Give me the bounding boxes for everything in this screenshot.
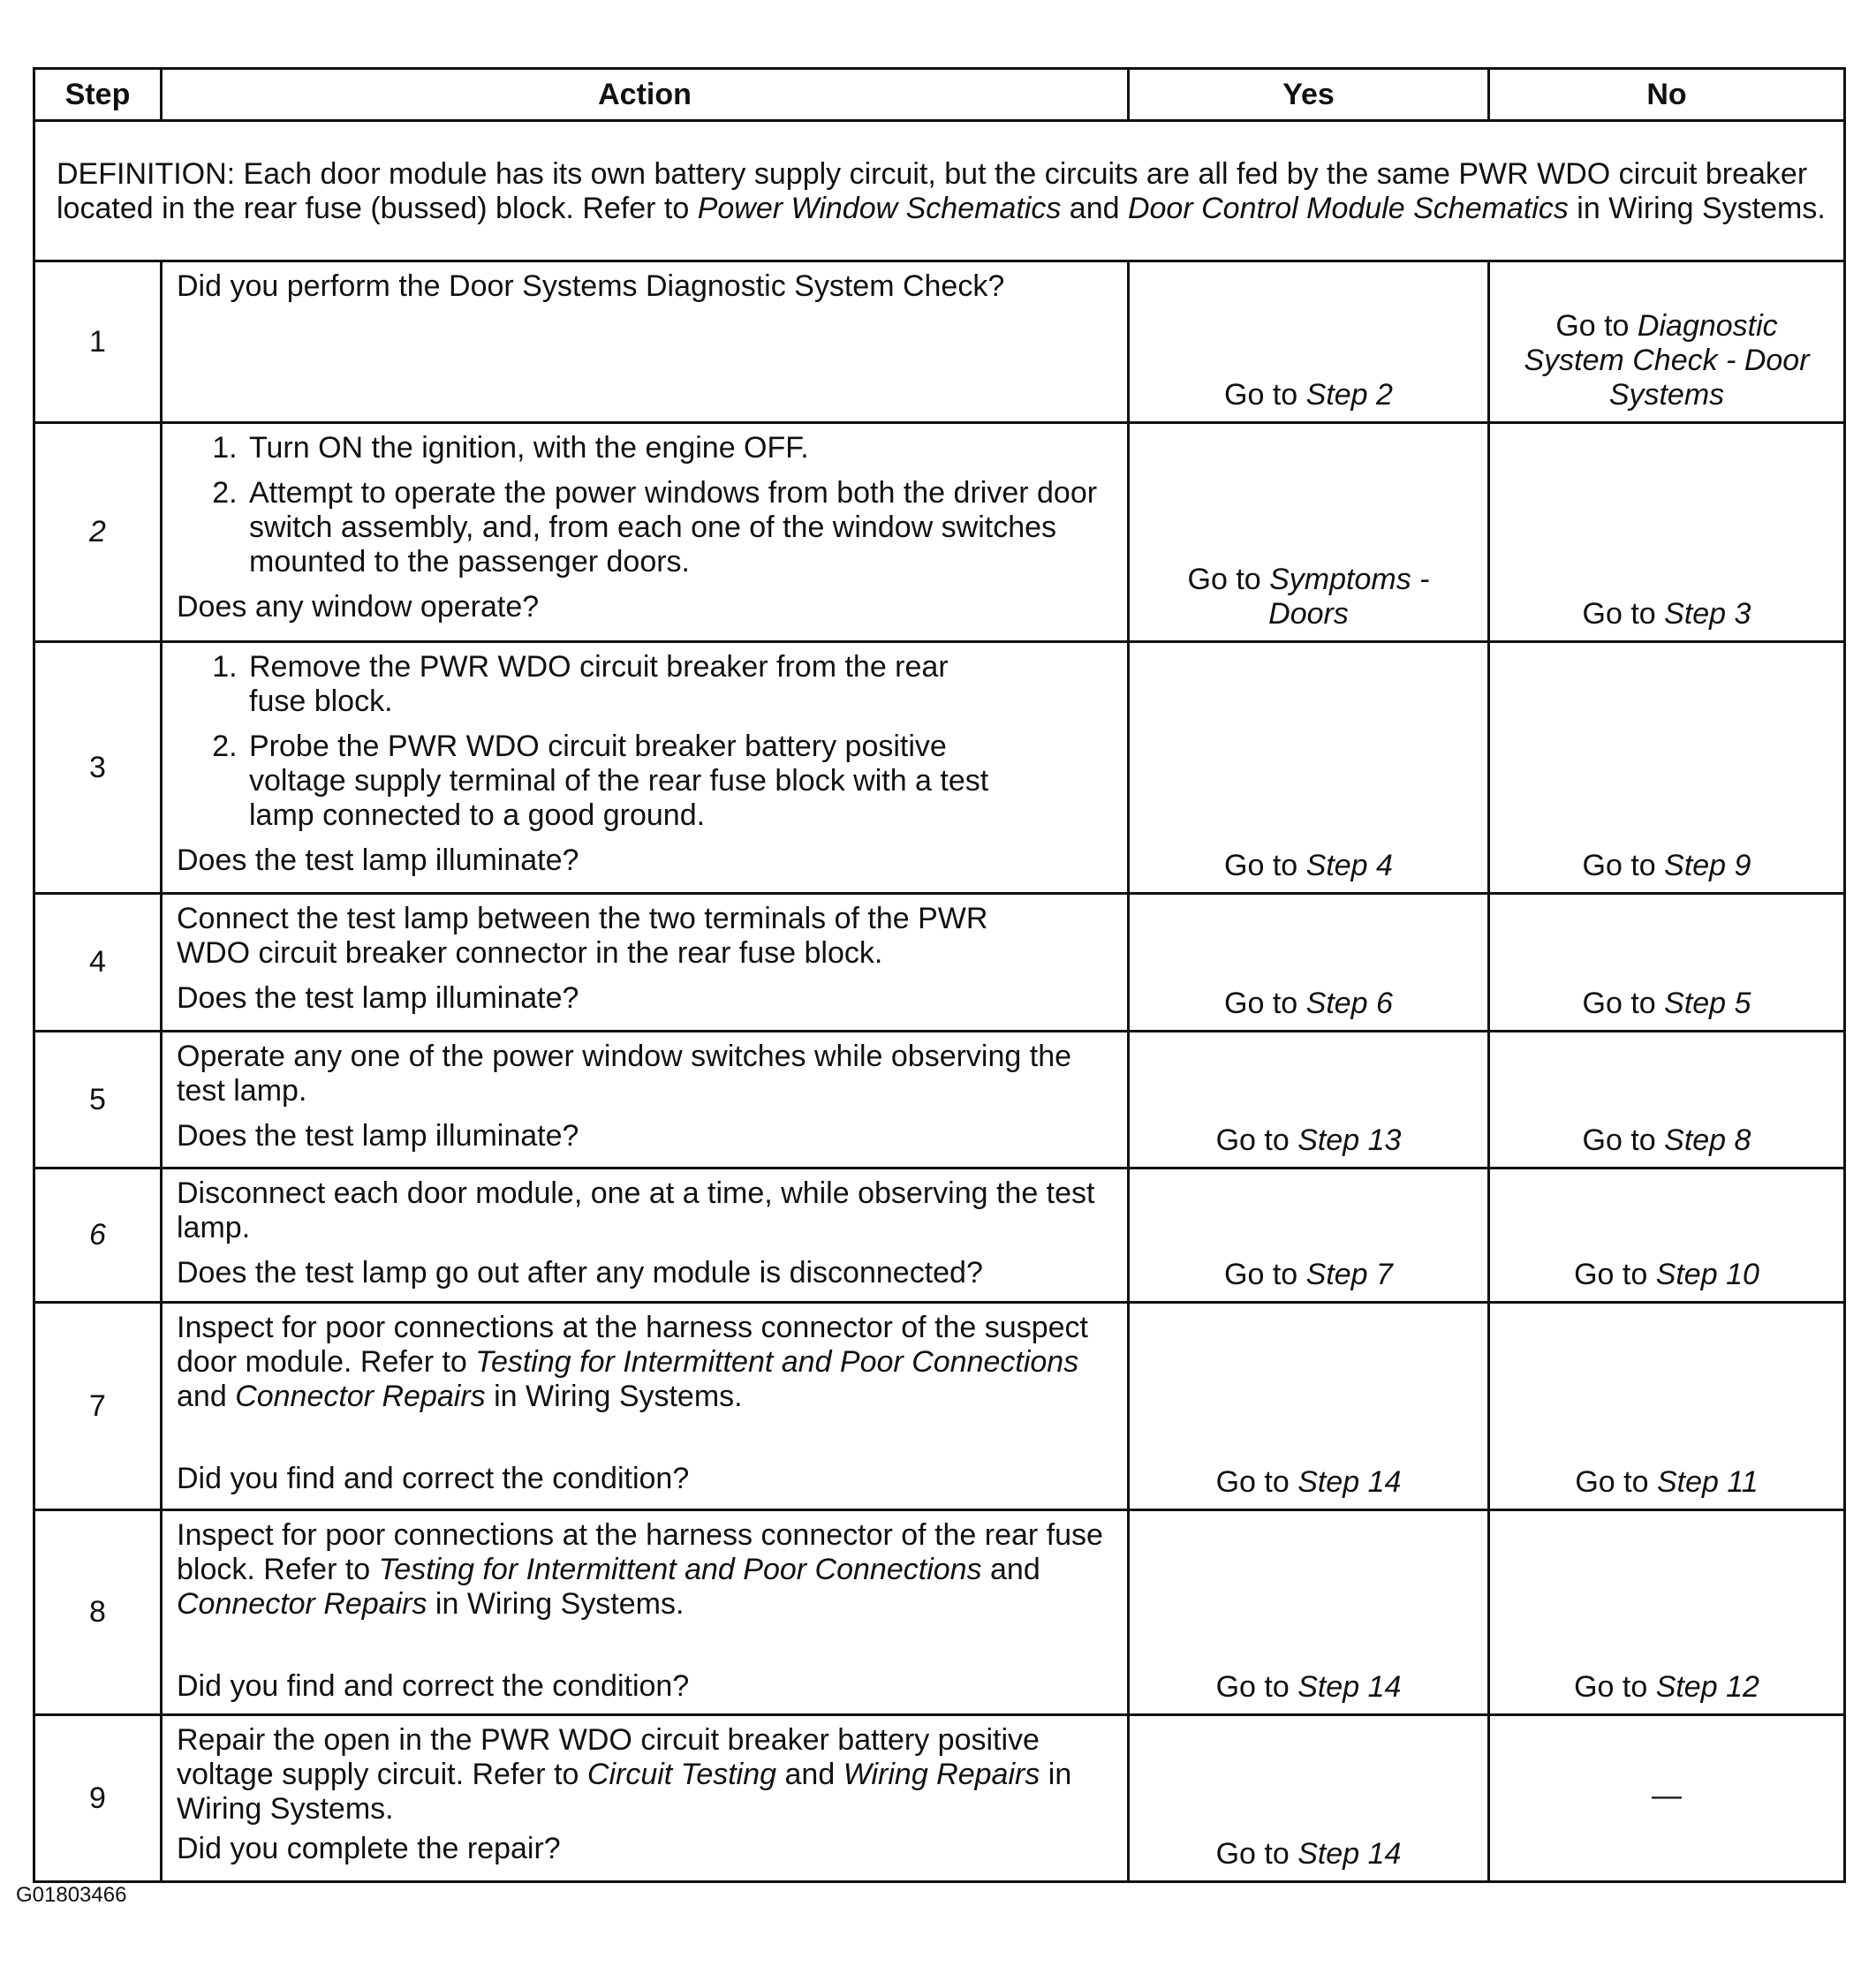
header-action: Action xyxy=(162,69,1129,121)
action-question: Did you find and correct the condition? xyxy=(177,1462,690,1495)
no-cell xyxy=(1489,1303,1845,1510)
yes-prefix: Go to xyxy=(1224,987,1306,1020)
no-step-ref: Step 5 xyxy=(1664,987,1751,1020)
instruction-ref-connector-repairs: Connector Repairs xyxy=(177,1587,427,1621)
yes-cell xyxy=(1129,1303,1489,1510)
step-number: 2 xyxy=(34,423,162,642)
table-row xyxy=(34,642,1845,894)
no-prefix: Go to xyxy=(1582,1123,1665,1157)
definition-ref-door-control-module-schematics: Door Control Module Schematics xyxy=(1127,192,1569,225)
action-cell xyxy=(162,261,1129,423)
yes-step-ref: Step 14 xyxy=(1297,1465,1402,1499)
action-procedure-list xyxy=(177,650,1111,833)
yes-step-ref: Symptoms - Doors xyxy=(1268,563,1430,631)
definition-suffix: in Wiring Systems. xyxy=(1568,192,1826,225)
action-cell xyxy=(162,1169,1129,1303)
no-cell xyxy=(1489,642,1845,894)
instruction-text: Inspect for poor connections at the harness connector of the suspect door module. Refer to xyxy=(177,1311,1088,1379)
no-cell xyxy=(1489,1510,1845,1715)
table-row xyxy=(34,1032,1845,1169)
step-number: 6 xyxy=(34,1169,162,1303)
yes-cell xyxy=(1129,1032,1489,1169)
instruction-text: Repair the open in the PWR WDO circuit breaker battery positive voltage supply circuit. Refer to xyxy=(177,1723,1040,1791)
yes-cell xyxy=(1129,894,1489,1032)
no-cell xyxy=(1489,1032,1845,1169)
definition-prefix: DEFINITION: Each door module has its own battery supply circuit, but the circuits are all fed by the same PWR WDO circuit breaker located in the rear fuse (bussed) block. Refer to xyxy=(57,157,1808,225)
list-item: 1. Turn ON the ignition, with the engine OFF. xyxy=(246,431,1111,465)
instruction-suffix: in Wiring Systems. xyxy=(177,1758,1072,1826)
action-cell xyxy=(162,1510,1129,1715)
instruction-text: Inspect for poor connections at the harness connector of the rear fuse block. Refer to xyxy=(177,1518,1103,1586)
no-step-ref: Step 10 xyxy=(1655,1258,1759,1291)
yes-prefix: Go to xyxy=(1215,1670,1298,1704)
yes-step-ref: Step 6 xyxy=(1305,987,1393,1020)
header-row xyxy=(34,69,1845,121)
action-cell xyxy=(162,894,1129,1032)
no-cell xyxy=(1489,423,1845,642)
yes-cell xyxy=(1129,642,1489,894)
action-question: Does any window operate? xyxy=(177,590,540,624)
no-cell xyxy=(1489,261,1845,423)
definition-row xyxy=(34,121,1845,261)
yes-cell xyxy=(1129,1715,1489,1882)
header-no: No xyxy=(1489,69,1845,121)
action-instruction: Disconnect each door module, one at a time, while observing the test lamp. xyxy=(177,1176,1095,1244)
yes-prefix: Go to xyxy=(1187,563,1270,596)
definition-ref-power-window-schematics: Power Window Schematics xyxy=(697,192,1062,225)
instruction-ref-testing: Testing for Intermittent and Poor Connections xyxy=(475,1345,1079,1379)
action-cell xyxy=(162,1303,1129,1510)
step-number: 9 xyxy=(34,1715,162,1882)
table-row xyxy=(34,1303,1845,1510)
action-question: Did you find and correct the condition? xyxy=(177,1669,690,1703)
action-question: Did you complete the repair? xyxy=(177,1832,561,1865)
instruction-ref-testing: Testing for Intermittent and Poor Connections xyxy=(378,1553,982,1586)
yes-prefix: Go to xyxy=(1224,849,1306,882)
yes-cell xyxy=(1129,1169,1489,1303)
table-row xyxy=(34,261,1845,423)
action-cell xyxy=(162,642,1129,894)
yes-step-ref: Step 13 xyxy=(1297,1123,1402,1157)
no-prefix: Go to xyxy=(1582,597,1665,631)
action-instruction xyxy=(177,1723,1111,1827)
yes-prefix: Go to xyxy=(1224,378,1306,412)
table-row xyxy=(34,894,1845,1032)
step-number: 3 xyxy=(34,642,162,894)
no-prefix: Go to xyxy=(1582,987,1665,1020)
list-item: 2. Probe the PWR WDO circuit breaker battery positive voltage supply terminal of the rear fuse block with a test lamp connected to a good ground. xyxy=(246,730,1005,833)
no-step-ref: Step 3 xyxy=(1664,597,1751,631)
table-row xyxy=(34,423,1845,642)
list-item: 1. Remove the PWR WDO circuit breaker from the rear fuse block. xyxy=(246,650,1005,719)
yes-prefix: Go to xyxy=(1215,1123,1298,1157)
step-number: 4 xyxy=(34,894,162,1032)
table-row xyxy=(34,1169,1845,1303)
instruction-ref-circuit-testing: Circuit Testing xyxy=(586,1758,777,1791)
yes-cell xyxy=(1129,423,1489,642)
instruction-mid: and xyxy=(177,1380,236,1413)
no-prefix: Go to xyxy=(1555,309,1638,343)
instruction-mid: and xyxy=(776,1758,843,1791)
instruction-ref-wiring-repairs: Wiring Repairs xyxy=(843,1758,1040,1791)
yes-step-ref: Step 2 xyxy=(1305,378,1393,412)
instruction-suffix: in Wiring Systems. xyxy=(427,1587,685,1621)
header-step: Step xyxy=(34,69,162,121)
action-instruction: Connect the test lamp between the two terminals of the PWR WDO circuit breaker connector in the rear fuse block. xyxy=(177,902,988,970)
no-step-ref: Step 9 xyxy=(1664,849,1751,882)
instruction-mid: and xyxy=(981,1553,1040,1586)
action-instruction xyxy=(177,1311,1111,1414)
table-row xyxy=(34,1715,1845,1882)
yes-step-ref: Step 14 xyxy=(1297,1670,1402,1704)
definition-text xyxy=(34,121,1845,261)
yes-prefix: Go to xyxy=(1215,1837,1298,1871)
definition-mid: and xyxy=(1061,192,1128,225)
header-yes: Yes xyxy=(1129,69,1489,121)
action-question: Did you perform the Door Systems Diagnostic System Check? xyxy=(177,269,1005,303)
step-number: 8 xyxy=(34,1510,162,1715)
yes-cell xyxy=(1129,1510,1489,1715)
yes-step-ref: Step 14 xyxy=(1297,1837,1402,1871)
diagnostic-table xyxy=(33,67,1846,1883)
action-question: Does the test lamp illuminate? xyxy=(177,843,579,877)
no-step-ref: Diagnostic System Check - Door Systems xyxy=(1524,309,1810,412)
action-question: Does the test lamp illuminate? xyxy=(177,1119,579,1153)
action-cell xyxy=(162,1032,1129,1169)
no-prefix: Go to xyxy=(1582,849,1665,882)
no-step-ref: Step 11 xyxy=(1656,1465,1759,1499)
action-instruction xyxy=(177,1518,1111,1622)
yes-cell xyxy=(1129,261,1489,423)
action-procedure-list xyxy=(177,431,1111,579)
no-prefix: Go to xyxy=(1574,1670,1656,1704)
no-prefix: Go to xyxy=(1575,1465,1657,1499)
yes-step-ref: Step 7 xyxy=(1305,1258,1393,1291)
action-question: Does the test lamp illuminate? xyxy=(177,981,579,1015)
action-instruction: Operate any one of the power window switches while observing the test lamp. xyxy=(177,1040,1072,1108)
step-number: 7 xyxy=(34,1303,162,1510)
list-item: 2. Attempt to operate the power windows from both the driver door switch assembly, and, from each one of the window switches mounted to the passenger doors. xyxy=(246,476,1111,579)
instruction-ref-connector-repairs: Connector Repairs xyxy=(235,1380,486,1413)
action-cell xyxy=(162,423,1129,642)
action-question: Does the test lamp go out after any module is disconnected? xyxy=(177,1256,983,1290)
instruction-suffix: in Wiring Systems. xyxy=(485,1380,743,1413)
yes-prefix: Go to xyxy=(1224,1258,1306,1291)
yes-step-ref: Step 4 xyxy=(1305,849,1393,882)
step-number: 5 xyxy=(34,1032,162,1169)
step-number: 1 xyxy=(34,261,162,423)
no-step-ref: Step 12 xyxy=(1655,1670,1759,1704)
figure-id: G01803466 xyxy=(16,1883,127,1907)
no-cell: — xyxy=(1489,1715,1845,1882)
yes-prefix: Go to xyxy=(1215,1465,1298,1499)
action-cell xyxy=(162,1715,1129,1882)
table-row xyxy=(34,1510,1845,1715)
no-cell xyxy=(1489,894,1845,1032)
no-prefix: Go to xyxy=(1574,1258,1656,1291)
no-step-ref: Step 8 xyxy=(1664,1123,1751,1157)
no-cell xyxy=(1489,1169,1845,1303)
